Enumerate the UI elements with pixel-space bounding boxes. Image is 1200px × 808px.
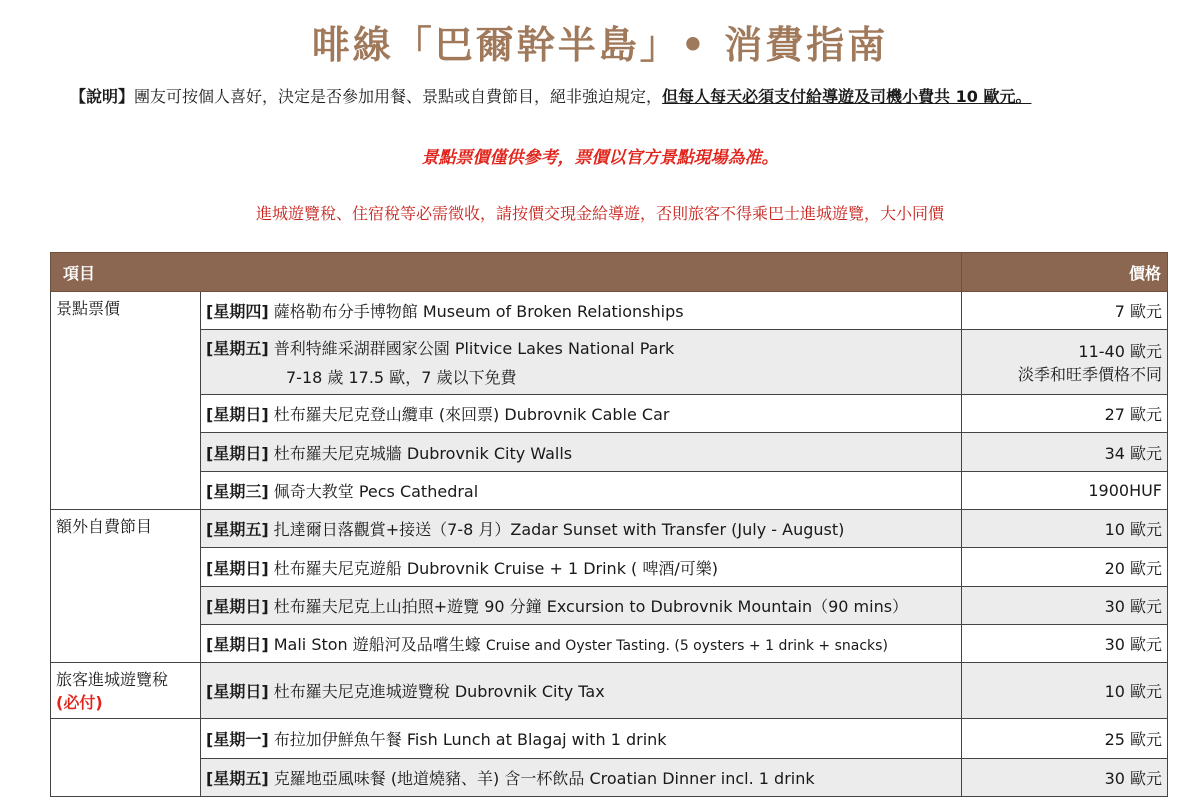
day-tag: [星期五] [206, 769, 269, 788]
item-cell [201, 433, 962, 472]
item-text: 杜布羅夫尼克上山拍照+遊覽 90 分鐘 Excursion to Dubrovnik Mountain（90 mins） [268, 597, 909, 616]
price-cell: 10 歐元 [962, 663, 1168, 719]
item-cell [201, 292, 962, 330]
note-text: 團友可按個人喜好，決定是否參加用餐、景點或自費節目，絕非強迫規定， [134, 87, 663, 106]
item-cell [201, 587, 962, 625]
explanation-note [70, 84, 1170, 107]
price-cell: 1900HUF [962, 472, 1168, 510]
price-cell: 34 歐元 [962, 433, 1168, 472]
item-text: 杜布羅夫尼克登山纜車 (來回票) Dubrovnik Cable Car [268, 405, 670, 424]
item-text: 佩奇大教堂 Pecs Cathedral [268, 482, 479, 501]
day-tag: [星期日] [206, 597, 269, 616]
header-item: 項目 [51, 253, 962, 292]
item-cell [201, 625, 962, 663]
item-text: 杜布羅夫尼克遊船 Dubrovnik Cruise + 1 Drink ( 啤酒/可樂) [268, 558, 719, 578]
day-tag: [星期四] [206, 302, 269, 321]
category-tax [51, 663, 201, 719]
item-cell [201, 472, 962, 510]
table-row [51, 625, 1168, 663]
day-tag: [星期日] [206, 558, 269, 578]
price-cell: 25 歐元 [962, 719, 1168, 759]
item-text: 扎達爾日落觀賞+接送（7-8 月）Zadar Sunset with Transfer (July - August) [268, 520, 845, 539]
item-cell [201, 395, 962, 433]
category-extras: 額外自費節目 [51, 510, 201, 663]
day-tag: [星期日] [206, 405, 269, 424]
day-tag: [星期日] [206, 443, 269, 463]
item-text: Mali Ston 遊船河及品嚐生蠔 [268, 635, 486, 654]
page-title: 啡線「巴爾幹半島」• 消費指南 [311, 23, 889, 67]
item-cell [201, 548, 962, 587]
price-cell: 10 歐元 [962, 510, 1168, 548]
table-row [51, 395, 1168, 433]
item-text: 普利特維采湖群國家公園 Plitvice Lakes National Park [268, 339, 675, 358]
price-cell: 30 歐元 [962, 759, 1168, 797]
table-header-row [51, 253, 1168, 292]
item-text: 杜布羅夫尼克進城遊覽稅 Dubrovnik City Tax [268, 682, 605, 701]
day-tag: [星期日] [206, 682, 269, 701]
item-subtext: 7-18 歲 17.5 歐，7 歲以下免費 [286, 368, 517, 387]
day-tag: [星期五] [206, 339, 269, 358]
item-text: 克羅地亞風味餐 (地道燒豬、羊) 含一杯飲品 Croatian Dinner incl. 1 drink [268, 769, 815, 788]
day-tag: [星期一] [206, 730, 269, 749]
item-cell [201, 510, 962, 548]
price-cell: 20 歐元 [962, 548, 1168, 587]
table-row [51, 587, 1168, 625]
item-cell [201, 663, 962, 719]
city-tax-notice: 進城遊覽稅、住宿稅等必需徵收，請按價交現金給導遊，否則旅客不得乘巴士進城遊覽，大小同價 [255, 204, 944, 223]
table-row [51, 719, 1168, 759]
expense-table [50, 252, 1168, 797]
ticket-reference-notice: 景點票價僅供參考，票價以官方景點現場為准。 [421, 148, 779, 168]
table-row [51, 292, 1168, 330]
table-row [51, 472, 1168, 510]
day-tag: [星期日] [206, 635, 269, 654]
table-row [51, 759, 1168, 797]
price-cell [962, 330, 1168, 395]
category-tickets: 景點票價 [51, 292, 201, 510]
price-cell: 7 歐元 [962, 292, 1168, 330]
item-cell [201, 759, 962, 797]
price-subtext: 淡季和旺季價格不同 [1018, 365, 1163, 384]
table-row [51, 548, 1168, 587]
item-cell [201, 330, 962, 395]
table-row [51, 433, 1168, 472]
mandatory-tag: (必付) [56, 693, 103, 712]
price-cell: 30 歐元 [962, 625, 1168, 663]
item-cell [201, 719, 962, 759]
item-text: 薩格勒布分手博物館 Museum of Broken Relationships [268, 302, 684, 321]
category-tax-label: 旅客進城遊覽稅 [56, 670, 169, 689]
item-text: 杜布羅夫尼克城牆 Dubrovnik City Walls [268, 443, 573, 463]
table-row [51, 330, 1168, 395]
tip-requirement: 但每人每天必須支付給導遊及司機小費共 10 歐元。 [662, 87, 1032, 106]
category-meals [51, 719, 201, 797]
table-row [51, 510, 1168, 548]
price-value: 11-40 歐元 [1078, 342, 1163, 361]
day-tag: [星期五] [206, 520, 269, 539]
price-cell: 27 歐元 [962, 395, 1168, 433]
item-text: 布拉加伊鮮魚午餐 Fish Lunch at Blagaj with 1 drink [268, 730, 667, 749]
header-price: 價格 [962, 253, 1168, 292]
note-label: 【說明】 [70, 87, 135, 106]
day-tag: [星期三] [206, 482, 269, 501]
table-row [51, 663, 1168, 719]
item-small-text: Cruise and Oyster Tasting. (5 oysters + 1 drink + snacks) [485, 638, 888, 654]
price-cell: 30 歐元 [962, 587, 1168, 625]
